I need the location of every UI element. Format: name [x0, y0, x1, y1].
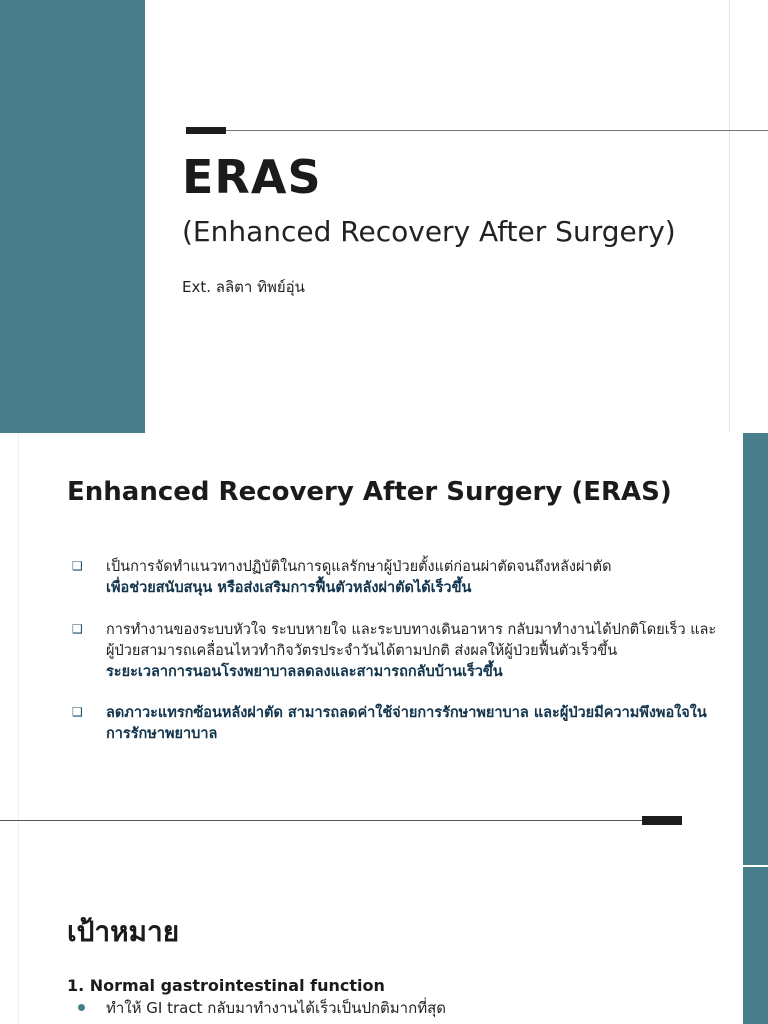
title-rule-line	[226, 130, 768, 131]
bullet-dot-icon	[78, 1004, 85, 1011]
section-rule-line	[0, 820, 642, 821]
checkbox-bullet-icon: ❑	[72, 705, 83, 719]
bullet-normal-text: เป็นการจัดทำแนวทางปฏิบัติในการดูแลรักษาผู้ป่วยตั้งแต่ก่อนผ่าตัดจนถึงหลังผ่าตัด	[106, 559, 612, 575]
slide-title: ERAS	[182, 150, 322, 204]
slide-edge-line	[18, 822, 19, 1024]
section-heading: Enhanced Recovery After Surgery (ERAS)	[67, 477, 672, 507]
slide-edge-line	[729, 0, 730, 433]
title-dash-decoration	[186, 127, 226, 134]
section-dash-decoration	[642, 816, 682, 825]
bullet-normal-text: การทำงานของระบบหัวใจ ระบบหายใจ และระบบทางเดินอาหาร กลับมาทำงานได้ปกติโดยเร็ว และผู้ป่วยสามารถเคลื่อนไหวทำกิจวัตรประจำวันได้ตามปกติ ส่งผลให้ผู้ป่วยฟื้นตัวเร็วขึ้น	[106, 622, 717, 659]
section-heading: เป้าหมาย	[67, 915, 180, 948]
slide-edge-line	[18, 433, 19, 821]
accent-band-right	[743, 433, 768, 865]
slide-subtitle: (Enhanced Recovery After Surgery)	[182, 215, 676, 248]
bullet-bold-text: ระยะเวลาการนอนโรงพยาบาลลดลงและสามารถกลับบ้านเร็วขึ้น	[106, 664, 503, 680]
goal-bullet-text: ทำให้ GI tract กลับมาทำงานได้เร็วเป็นปกติมากที่สุด	[106, 999, 446, 1017]
goal-item: 1. Normal gastrointestinal function	[67, 976, 385, 995]
bullet-bold-text: เพื่อช่วยสนับสนุน หรือส่งเสริมการฟื้นตัวหลังผ่าตัดได้เร็วขึ้น	[106, 580, 472, 596]
bullet-bold-text: ลดภาวะแทรกซ้อนหลังผ่าตัด สามารถลดค่าใช้จ่ายการรักษาพยาบาล และผู้ป่วยมีความพึงพอใจในการรักษาพยาบาล	[106, 705, 707, 742]
bullet-text	[106, 703, 721, 745]
bullet-text	[106, 557, 721, 599]
accent-band-right	[743, 867, 768, 1024]
checkbox-bullet-icon: ❑	[72, 559, 83, 573]
accent-band-left	[0, 0, 145, 433]
author-name: Ext. ลลิตา ทิพย์อุ่น	[182, 278, 305, 296]
bullet-text	[106, 620, 721, 683]
checkbox-bullet-icon: ❑	[72, 622, 83, 636]
